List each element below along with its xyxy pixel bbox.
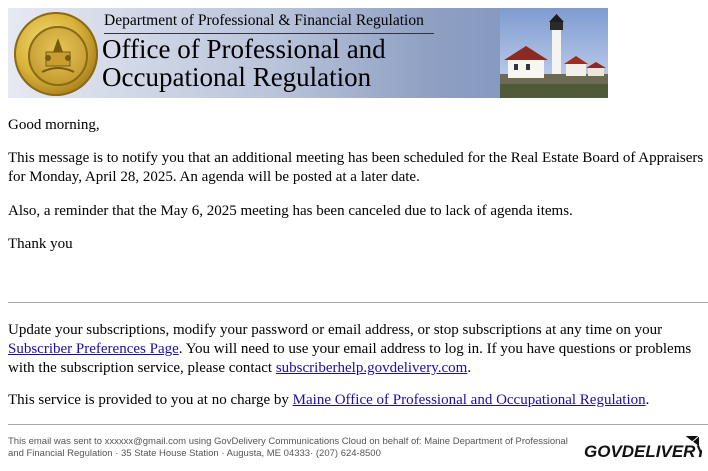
maine-oopr-link[interactable]: Maine Office of Professional and Occupational Regulation xyxy=(292,392,646,408)
cancellation-paragraph: Also, a reminder that the May 6, 2025 meeting has been canceled due to lack of agenda items. xyxy=(8,203,573,219)
subscription-text-1: Update your subscriptions, modify your password or email address, or stop subscriptions at any time on your xyxy=(8,322,663,338)
office-title-line2: Occupational Regulation xyxy=(102,62,372,92)
office-title xyxy=(102,35,386,91)
subscription-paragraph xyxy=(8,321,708,378)
govdelivery-logo-text: GOVDELIVERY xyxy=(584,442,702,461)
govdelivery-logo xyxy=(582,433,702,463)
meeting-notice-paragraph: This message is to notify you that an additional meeting has been scheduled for the Real Estate Board of Appraisers for Monday, April 28, 2025. An agenda will be posted at a later date. xyxy=(8,150,704,185)
footer-divider xyxy=(8,424,708,425)
subscription-text-2: . You will need to use your email address to log in. If you have questions or problems with the subscription service, please contact xyxy=(8,341,692,376)
subscription-text-3: . xyxy=(467,360,472,376)
header-banner xyxy=(8,8,608,98)
office-title-line1: Office of Professional and xyxy=(102,34,386,64)
state-seal-logo xyxy=(14,12,98,96)
lighthouse-image xyxy=(500,8,608,98)
subscriber-help-link[interactable]: subscriberhelp.govdelivery.com xyxy=(275,360,468,376)
subscriber-preferences-link[interactable]: Subscriber Preferences Page xyxy=(8,341,179,357)
divider xyxy=(8,302,708,303)
department-name: Department of Professional & Financial Regulation xyxy=(104,12,424,29)
greeting: Good morning, xyxy=(8,117,100,133)
footer-text: This email was sent to xxxxxx@gmail.com using GovDelivery Communications Cloud on behalf of: Maine Department of Professional and Financial Regulation · 35 State House Station · Augusta, ME 04333· (207) 624-8500 xyxy=(8,436,568,459)
closing: Thank you xyxy=(8,236,73,252)
service-text: This service is provided to you at no charge by xyxy=(8,392,289,408)
service-text-end: . xyxy=(645,392,650,408)
service-paragraph xyxy=(8,391,708,410)
